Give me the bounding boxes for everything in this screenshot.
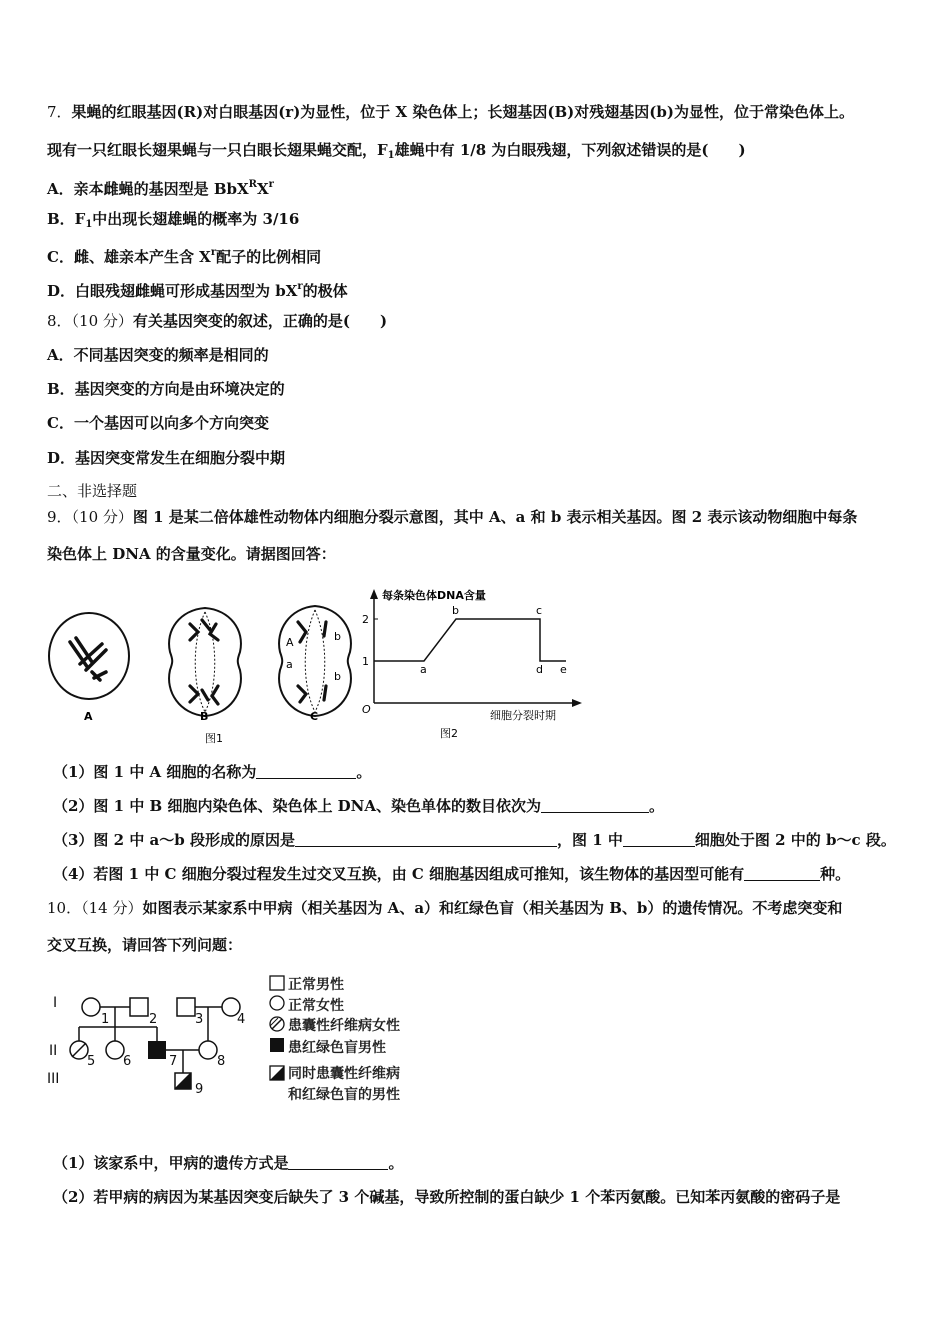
cell-a-chromosomes [70,638,106,680]
label-2: 2 [149,1012,158,1027]
label-8: 8 [217,1054,226,1069]
q8-option-a: A．不同基因突变的频率是相同的 [47,346,269,364]
q8-option-c: C．一个基因可以向多个方向突变 [47,414,269,432]
generation-3-label: III [47,1071,60,1087]
q7-option-a: A．亲本雌蝇的基因型是 $BbX^RX^r$ [47,179,274,198]
individual-3 [177,998,195,1016]
answer-blank[interactable] [295,832,557,847]
x-axis-label: 细胞分裂时期 [490,709,556,722]
individual-6 [106,1041,124,1059]
legend-cb-male: 患红绿色盲男性 [288,1040,386,1056]
q10-sub1: （1）该家系中，甲病的遗传方式是 。 [53,1154,404,1172]
section-heading: 二、非选择题 [47,482,138,500]
cell-b-label: B [200,710,209,723]
cell-a-label: A [84,710,93,723]
gene-b-upper-label: b [334,630,341,643]
q7-option-c: C．雌、雄亲本产生含 $X^r$配子的比例相同 [47,247,322,266]
q9-stem-line2: 染色体上 DNA 的含量变化。请据图回答： [47,545,336,563]
cell-b-chromosomes [190,620,218,704]
legend-both-line2: 和红绿色盲的男性 [288,1087,400,1103]
y-axis-label: 每条染色体DNA含量 [382,589,486,602]
y-tick-2: 2 [362,613,369,626]
cell-c-label: C [310,710,319,723]
point-a-label: a [420,663,427,676]
point-b-label: b [452,604,459,617]
legend-normal-female: 正常女性 [288,998,344,1014]
figure1-caption: 图1 [205,732,223,745]
answer-blank[interactable] [623,832,695,847]
q7-option-d: D．白眼残翅雌蝇可形成基因型为 $bX^r$的极体 [47,281,348,300]
q9-stem-line1: 9．（10 分）图 1 是某二倍体雄性动物体内细胞分裂示意图，其中 A、a 和 b 表示相关基因。图 2 表示该动物细胞中每条 [47,508,858,526]
label-3: 3 [195,1012,204,1027]
dna-content-line [374,619,566,661]
legend-filled-square-icon [270,1038,284,1052]
y-tick-1: 1 [362,655,369,668]
q9-figure2 [360,585,590,745]
label-9: 9 [195,1082,204,1095]
y-axis-arrow [370,589,378,599]
answer-blank[interactable] [256,764,356,779]
q8-option-d: D．基因突变常发生在细胞分裂中期 [47,449,286,467]
legend-normal-male: 正常男性 [288,977,344,993]
q10-stem-line1: 10．（14 分）如图表示某家系中甲病（相关基因为 A、a）和红绿色盲（相关基因为 B、b）的遗传情况。不考虑突变和 [47,899,843,917]
generation-2-label: II [49,1043,58,1059]
label-5: 5 [87,1054,96,1069]
cell-c-spindle [305,610,325,712]
generation-1-label: I [53,995,58,1011]
answer-blank[interactable] [541,798,649,813]
q10-stem-line2: 交叉互换，请回答下列问题： [47,936,243,954]
point-d-label: d [536,663,543,676]
pedigree-legend-symbols [268,972,288,1092]
legend-both-line1: 同时患囊性纤维病 [288,1066,400,1082]
q9-sub3: （3）图 2 中 a～b 段形成的原因是 ，图 1 中 细胞处于图 2 中的 b～c 段。 [53,831,896,849]
q9-sub1: （1）图 1 中 A 细胞的名称为 。 [53,763,372,781]
legend-circle-icon [270,996,284,1010]
label-4: 4 [237,1012,246,1027]
q10-pedigree [45,985,255,1095]
individual-1 [82,998,100,1016]
q9-sub4: （4）若图 1 中 C 细胞分裂过程发生过交叉互换，由 C 细胞基因组成可推知，该生物体的基因型可能有 种。 [53,865,851,883]
legend-square-icon [270,976,284,990]
answer-blank[interactable] [288,1155,388,1170]
gene-A-label: A [286,636,294,649]
x-axis-arrow [572,699,582,707]
q10-sub2: （2）若甲病的病因为某基因突变后缺失了 3 个碱基，导致所控制的蛋白缺少 1 个苯丙氨酸。已知苯丙氨酸的密码子是 [53,1188,841,1206]
individual-7 [148,1041,166,1059]
q9-sub2: （2）图 1 中 B 细胞内染色体、染色体上 DNA、染色单体的数目依次为 。 [53,797,665,815]
gene-b-lower-label: b [334,670,341,683]
q7-stem-line2: 现有一只红眼长翅果蝇与一只白眼长翅果蝇交配，$F_1$雄蝇中有 1/8 为白眼残翅，下列叙述错误的是( ) [47,141,746,161]
q8-stem: 8．（10 分）有关基因突变的叙述，正确的是( ) [47,312,388,330]
point-c-label: c [536,604,543,617]
point-e-label: e [560,663,567,676]
individual-8 [199,1041,217,1059]
label-6: 6 [123,1054,132,1069]
figure2-caption: 图2 [440,727,458,740]
gene-a-label: a [286,658,293,671]
origin-label: O [362,703,371,716]
q8-option-b: B．基因突变的方向是由环境决定的 [47,380,285,398]
answer-blank[interactable] [744,866,820,881]
individual-2 [130,998,148,1016]
q9-figure1 [40,590,370,750]
q7-option-b: B．$F_1$中出现长翅雄蝇的概率为 3/16 [47,210,300,230]
label-7: 7 [169,1054,178,1069]
legend-cf-female: 患囊性纤维病女性 [288,1018,400,1034]
q7-stem-line1: 7．果蝇的红眼基因(R)对白眼基因(r)为显性，位于 X 染色体上；长翅基因(B)对残翅基因(b)为显性，位于常染色体上。 [47,103,854,121]
label-1: 1 [101,1012,110,1027]
